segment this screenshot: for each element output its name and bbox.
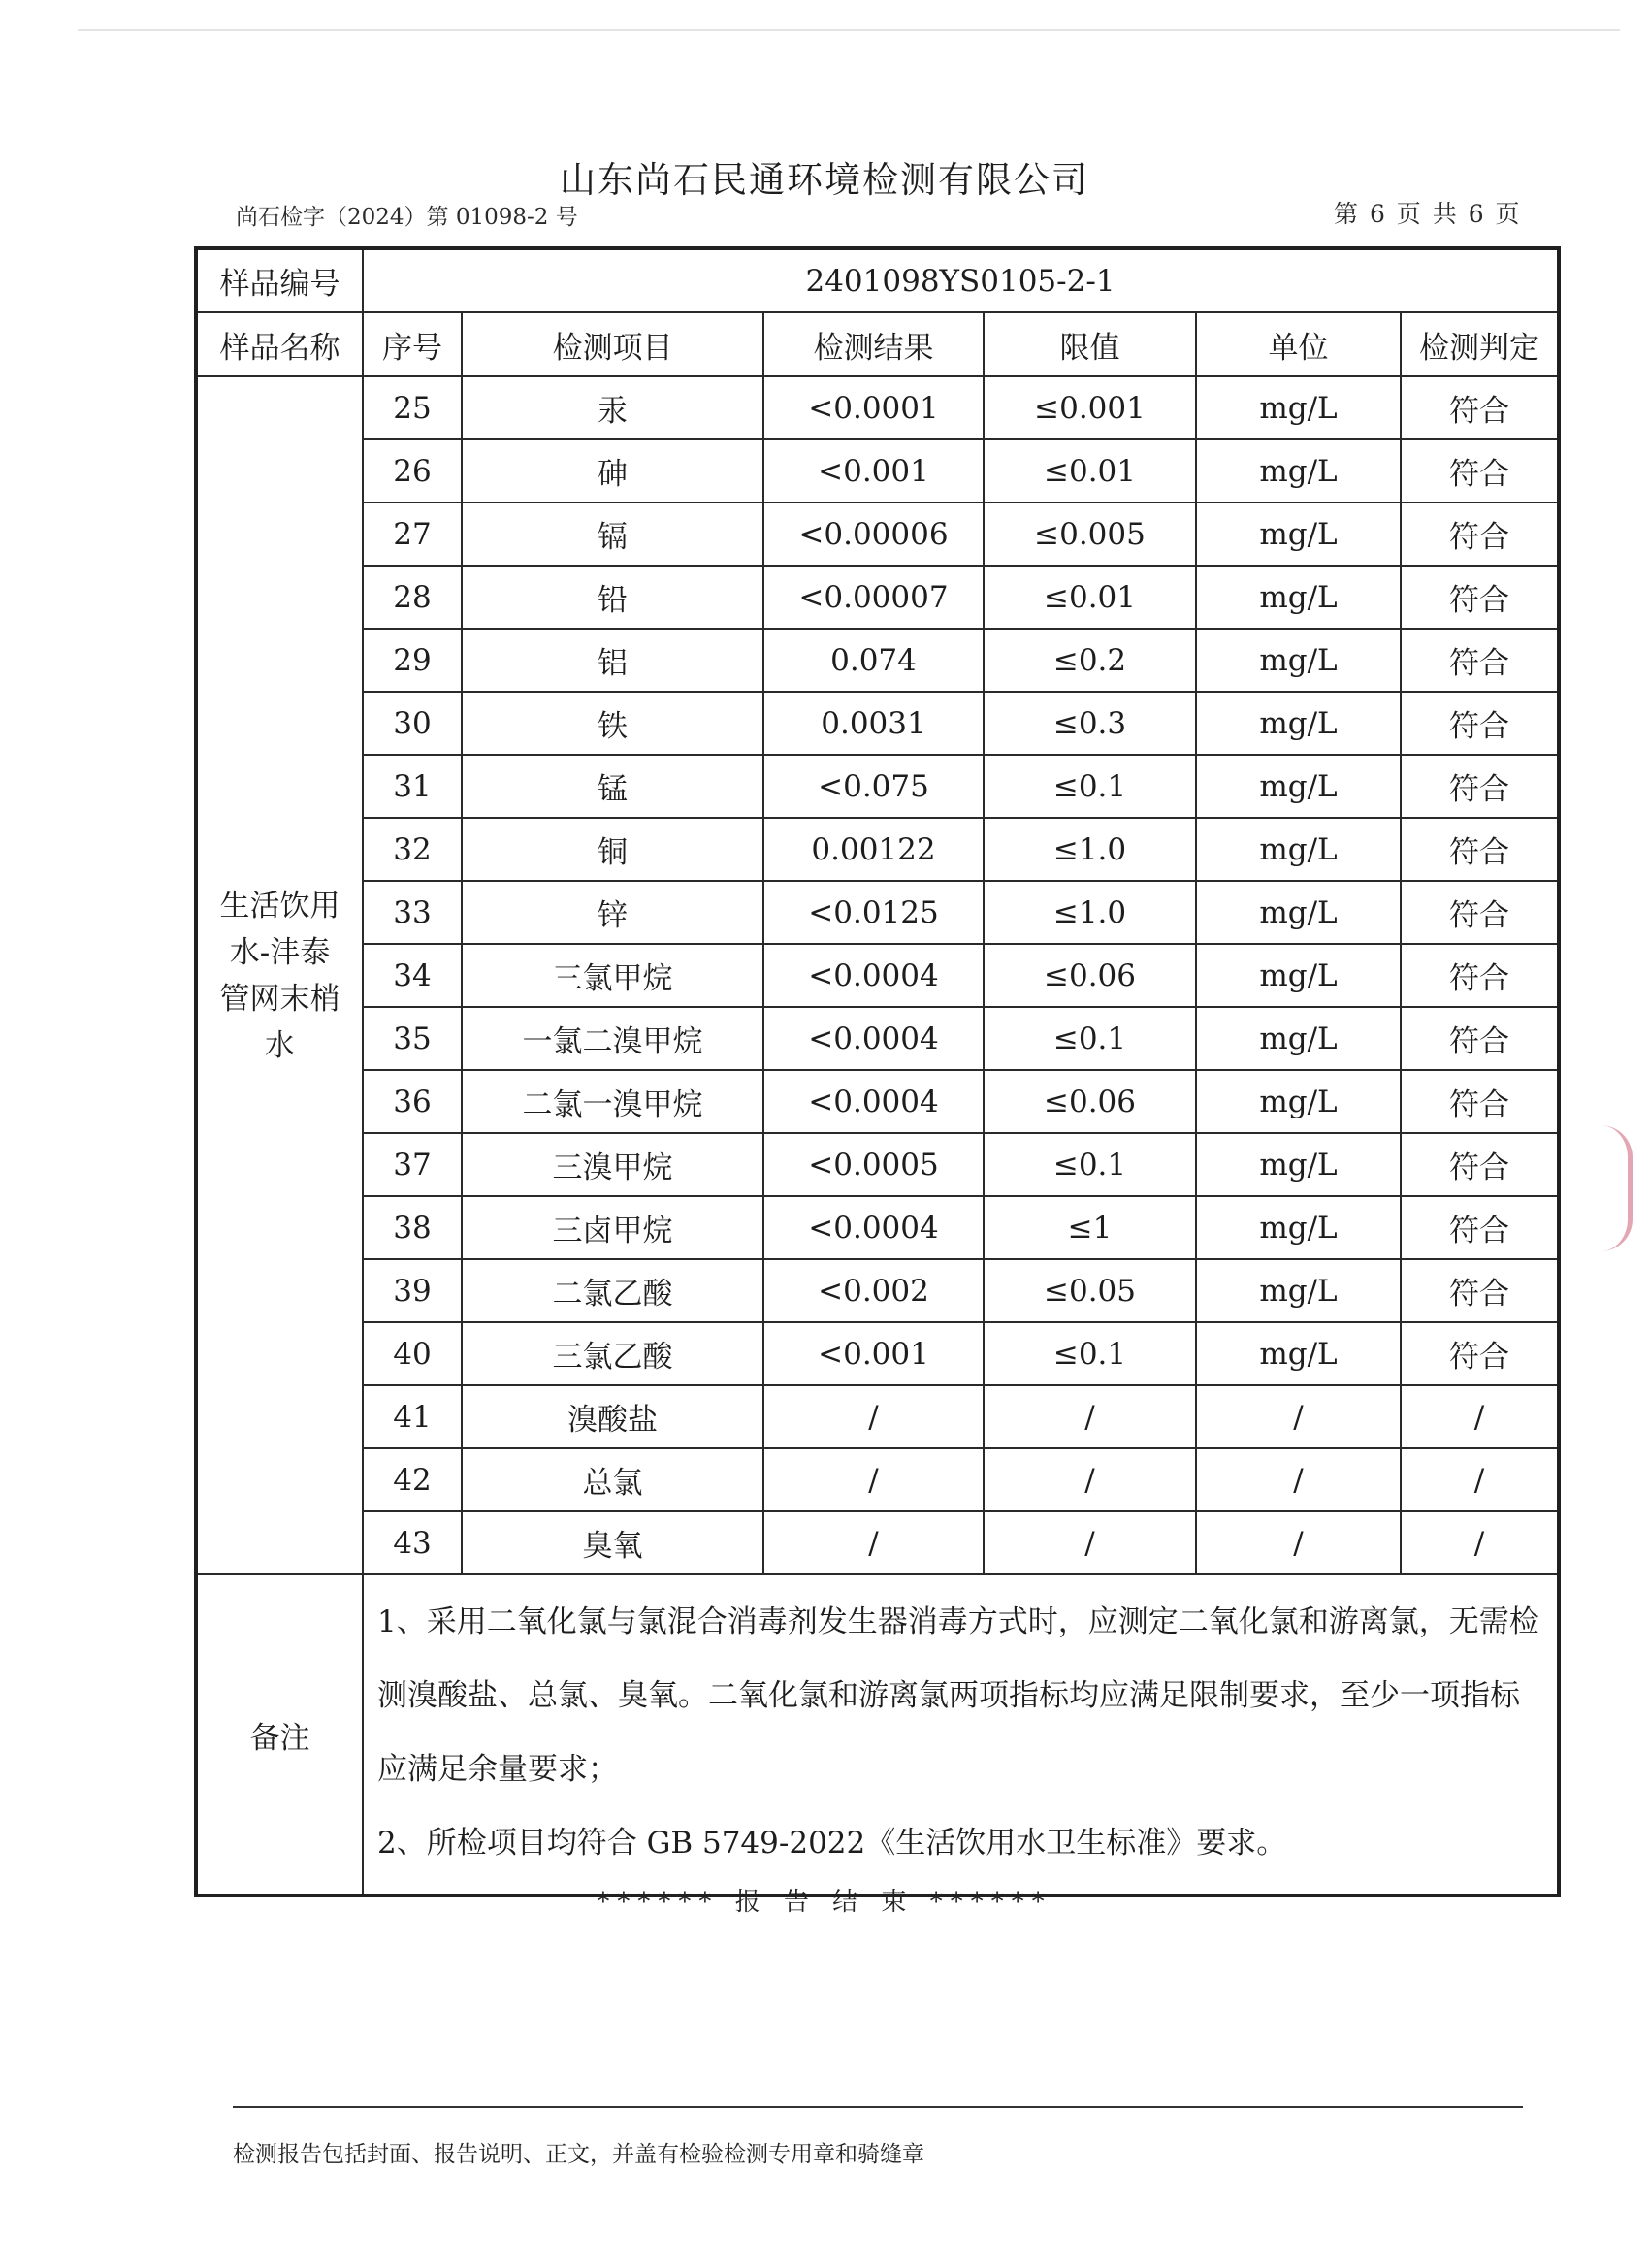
unit-cell: mg/L bbox=[1196, 692, 1401, 755]
table-row bbox=[196, 439, 1559, 502]
table-row bbox=[196, 1133, 1559, 1196]
limit-cell: / bbox=[984, 1448, 1196, 1511]
limit-cell: ≤0.1 bbox=[984, 1322, 1196, 1385]
result-cell: <0.0004 bbox=[763, 1070, 984, 1133]
table-row bbox=[196, 1385, 1559, 1448]
item-cell: 溴酸盐 bbox=[462, 1385, 763, 1448]
unit-cell: mg/L bbox=[1196, 1259, 1401, 1322]
seq-cell: 29 bbox=[363, 629, 462, 692]
limit-cell: ≤0.1 bbox=[984, 1133, 1196, 1196]
limit-cell: / bbox=[984, 1511, 1196, 1574]
limit-cell: ≤0.06 bbox=[984, 944, 1196, 1007]
table-row bbox=[196, 1259, 1559, 1322]
sample-name-cell: 生活饮用 水-沣泰 管网末梢 水 bbox=[196, 376, 363, 1574]
result-cell: <0.001 bbox=[763, 439, 984, 502]
item-cell: 总氯 bbox=[462, 1448, 763, 1511]
seq-cell: 30 bbox=[363, 692, 462, 755]
table-row bbox=[196, 566, 1559, 629]
unit-cell: mg/L bbox=[1196, 376, 1401, 439]
header-result: 检测结果 bbox=[763, 312, 984, 376]
result-cell: <0.0125 bbox=[763, 881, 984, 944]
limit-cell: ≤0.01 bbox=[984, 439, 1196, 502]
unit-cell: mg/L bbox=[1196, 944, 1401, 1007]
results-table bbox=[194, 246, 1561, 1897]
result-cell: <0.00007 bbox=[763, 566, 984, 629]
result-cell: 0.00122 bbox=[763, 818, 984, 881]
unit-cell: mg/L bbox=[1196, 629, 1401, 692]
result-cell: <0.001 bbox=[763, 1322, 984, 1385]
verdict-cell: 符合 bbox=[1401, 881, 1559, 944]
seq-cell: 39 bbox=[363, 1259, 462, 1322]
limit-cell: ≤0.05 bbox=[984, 1259, 1196, 1322]
top-divider bbox=[78, 29, 1620, 31]
verdict-cell: 符合 bbox=[1401, 755, 1559, 818]
table-row bbox=[196, 1196, 1559, 1259]
result-cell: 0.0031 bbox=[763, 692, 984, 755]
verdict-cell: 符合 bbox=[1401, 502, 1559, 566]
seq-cell: 27 bbox=[363, 502, 462, 566]
unit-cell: mg/L bbox=[1196, 1133, 1401, 1196]
table-row bbox=[196, 692, 1559, 755]
unit-cell: mg/L bbox=[1196, 566, 1401, 629]
limit-cell: ≤0.06 bbox=[984, 1070, 1196, 1133]
item-cell: 镉 bbox=[462, 502, 763, 566]
table-row bbox=[196, 818, 1559, 881]
item-cell: 汞 bbox=[462, 376, 763, 439]
table-row bbox=[196, 376, 1559, 439]
verdict-cell: 符合 bbox=[1401, 376, 1559, 439]
table-row bbox=[196, 1322, 1559, 1385]
verdict-cell: 符合 bbox=[1401, 1196, 1559, 1259]
limit-cell: ≤1 bbox=[984, 1196, 1196, 1259]
seq-cell: 28 bbox=[363, 566, 462, 629]
header-verdict: 检测判定 bbox=[1401, 312, 1559, 376]
footer-note: 检测报告包括封面、报告说明、正文，并盖有检验检测专用章和骑缝章 bbox=[233, 2142, 924, 2167]
verdict-cell: 符合 bbox=[1401, 692, 1559, 755]
result-cell: <0.00006 bbox=[763, 502, 984, 566]
seq-cell: 26 bbox=[363, 439, 462, 502]
verdict-cell: / bbox=[1401, 1511, 1559, 1574]
result-cell: <0.002 bbox=[763, 1259, 984, 1322]
remarks-label: 备注 bbox=[196, 1574, 363, 1895]
verdict-cell: 符合 bbox=[1401, 566, 1559, 629]
header-seq: 序号 bbox=[363, 312, 462, 376]
verdict-cell: 符合 bbox=[1401, 1007, 1559, 1070]
item-cell: 铝 bbox=[462, 629, 763, 692]
result-cell: / bbox=[763, 1385, 984, 1448]
result-cell: <0.0001 bbox=[763, 376, 984, 439]
item-cell: 二氯一溴甲烷 bbox=[462, 1070, 763, 1133]
item-cell: 铁 bbox=[462, 692, 763, 755]
table-row bbox=[196, 502, 1559, 566]
verdict-cell: 符合 bbox=[1401, 1322, 1559, 1385]
limit-cell: ≤0.005 bbox=[984, 502, 1196, 566]
company-name: 山东尚石民通环境检测有限公司 bbox=[560, 159, 1089, 201]
header-limit: 限值 bbox=[984, 312, 1196, 376]
report-end-mark: ****** 报 告 结 束 ****** bbox=[597, 1888, 1052, 1917]
footer-divider bbox=[233, 2106, 1523, 2108]
unit-cell: / bbox=[1196, 1385, 1401, 1448]
report-number: 尚石检字（2024）第 01098-2 号 bbox=[236, 205, 578, 230]
seq-cell: 32 bbox=[363, 818, 462, 881]
result-cell: <0.0004 bbox=[763, 944, 984, 1007]
unit-cell: mg/L bbox=[1196, 1007, 1401, 1070]
verdict-cell: 符合 bbox=[1401, 1070, 1559, 1133]
verdict-cell: 符合 bbox=[1401, 818, 1559, 881]
item-cell: 二氯乙酸 bbox=[462, 1259, 763, 1322]
table-row bbox=[196, 1070, 1559, 1133]
result-cell: <0.0004 bbox=[763, 1007, 984, 1070]
page-indicator: 第 6 页 共 6 页 bbox=[1334, 200, 1522, 228]
column-header-row bbox=[196, 312, 1559, 376]
result-cell: <0.0005 bbox=[763, 1133, 984, 1196]
result-cell: 0.074 bbox=[763, 629, 984, 692]
result-cell: / bbox=[763, 1448, 984, 1511]
limit-cell: ≤0.001 bbox=[984, 376, 1196, 439]
verdict-cell: 符合 bbox=[1401, 944, 1559, 1007]
item-cell: 三氯乙酸 bbox=[462, 1322, 763, 1385]
unit-cell: mg/L bbox=[1196, 1196, 1401, 1259]
unit-cell: mg/L bbox=[1196, 502, 1401, 566]
table-row bbox=[196, 629, 1559, 692]
unit-cell: mg/L bbox=[1196, 439, 1401, 502]
verdict-cell: 符合 bbox=[1401, 1133, 1559, 1196]
seq-cell: 41 bbox=[363, 1385, 462, 1448]
limit-cell: ≤0.1 bbox=[984, 755, 1196, 818]
item-cell: 砷 bbox=[462, 439, 763, 502]
seq-cell: 33 bbox=[363, 881, 462, 944]
seq-cell: 36 bbox=[363, 1070, 462, 1133]
table-row bbox=[196, 881, 1559, 944]
item-cell: 铅 bbox=[462, 566, 763, 629]
seq-cell: 37 bbox=[363, 1133, 462, 1196]
sample-number-value: 2401098YS0105-2-1 bbox=[363, 248, 1559, 312]
remarks-row bbox=[196, 1574, 1559, 1895]
seq-cell: 40 bbox=[363, 1322, 462, 1385]
unit-cell: / bbox=[1196, 1511, 1401, 1574]
remarks-text bbox=[363, 1574, 1559, 1895]
seq-cell: 31 bbox=[363, 755, 462, 818]
unit-cell: / bbox=[1196, 1448, 1401, 1511]
seq-cell: 35 bbox=[363, 1007, 462, 1070]
seam-stamp-mark bbox=[1600, 1125, 1633, 1251]
verdict-cell: / bbox=[1401, 1385, 1559, 1448]
verdict-cell: 符合 bbox=[1401, 439, 1559, 502]
item-cell: 一氯二溴甲烷 bbox=[462, 1007, 763, 1070]
verdict-cell: 符合 bbox=[1401, 1259, 1559, 1322]
unit-cell: mg/L bbox=[1196, 881, 1401, 944]
unit-cell: mg/L bbox=[1196, 1322, 1401, 1385]
limit-cell: ≤0.01 bbox=[984, 566, 1196, 629]
seq-cell: 34 bbox=[363, 944, 462, 1007]
table-row bbox=[196, 1448, 1559, 1511]
result-cell: <0.075 bbox=[763, 755, 984, 818]
sample-number-label: 样品编号 bbox=[196, 248, 363, 312]
verdict-cell: 符合 bbox=[1401, 629, 1559, 692]
sample-number-row bbox=[196, 248, 1559, 312]
header-sample-name: 样品名称 bbox=[196, 312, 363, 376]
result-cell: <0.0004 bbox=[763, 1196, 984, 1259]
item-cell: 三卤甲烷 bbox=[462, 1196, 763, 1259]
item-cell: 锰 bbox=[462, 755, 763, 818]
header-item: 检测项目 bbox=[462, 312, 763, 376]
remark-item: 1、采用二氧化氯与氯混合消毒剂发生器消毒方式时，应测定二氧化氯和游离氯，无需检测溴酸盐、总氯、臭氧。二氧化氯和游离氯两项指标均应满足限制要求，至少一项指标应满足余量要求； bbox=[377, 1604, 1539, 1787]
limit-cell: ≤0.3 bbox=[984, 692, 1196, 755]
table-row bbox=[196, 755, 1559, 818]
header-unit: 单位 bbox=[1196, 312, 1401, 376]
result-cell: / bbox=[763, 1511, 984, 1574]
limit-cell: ≤1.0 bbox=[984, 818, 1196, 881]
item-cell: 三溴甲烷 bbox=[462, 1133, 763, 1196]
item-cell: 锌 bbox=[462, 881, 763, 944]
unit-cell: mg/L bbox=[1196, 755, 1401, 818]
item-cell: 三氯甲烷 bbox=[462, 944, 763, 1007]
seq-cell: 25 bbox=[363, 376, 462, 439]
seq-cell: 43 bbox=[363, 1511, 462, 1574]
verdict-cell: / bbox=[1401, 1448, 1559, 1511]
seq-cell: 38 bbox=[363, 1196, 462, 1259]
limit-cell: ≤0.1 bbox=[984, 1007, 1196, 1070]
item-cell: 臭氧 bbox=[462, 1511, 763, 1574]
unit-cell: mg/L bbox=[1196, 1070, 1401, 1133]
table-row bbox=[196, 1007, 1559, 1070]
seq-cell: 42 bbox=[363, 1448, 462, 1511]
item-cell: 铜 bbox=[462, 818, 763, 881]
table-row bbox=[196, 944, 1559, 1007]
table-row bbox=[196, 1511, 1559, 1574]
unit-cell: mg/L bbox=[1196, 818, 1401, 881]
limit-cell: ≤0.2 bbox=[984, 629, 1196, 692]
remark-item: 2、所检项目均符合 GB 5749-2022《生活饮用水卫生标准》要求。 bbox=[377, 1826, 1287, 1861]
limit-cell: / bbox=[984, 1385, 1196, 1448]
limit-cell: ≤1.0 bbox=[984, 881, 1196, 944]
